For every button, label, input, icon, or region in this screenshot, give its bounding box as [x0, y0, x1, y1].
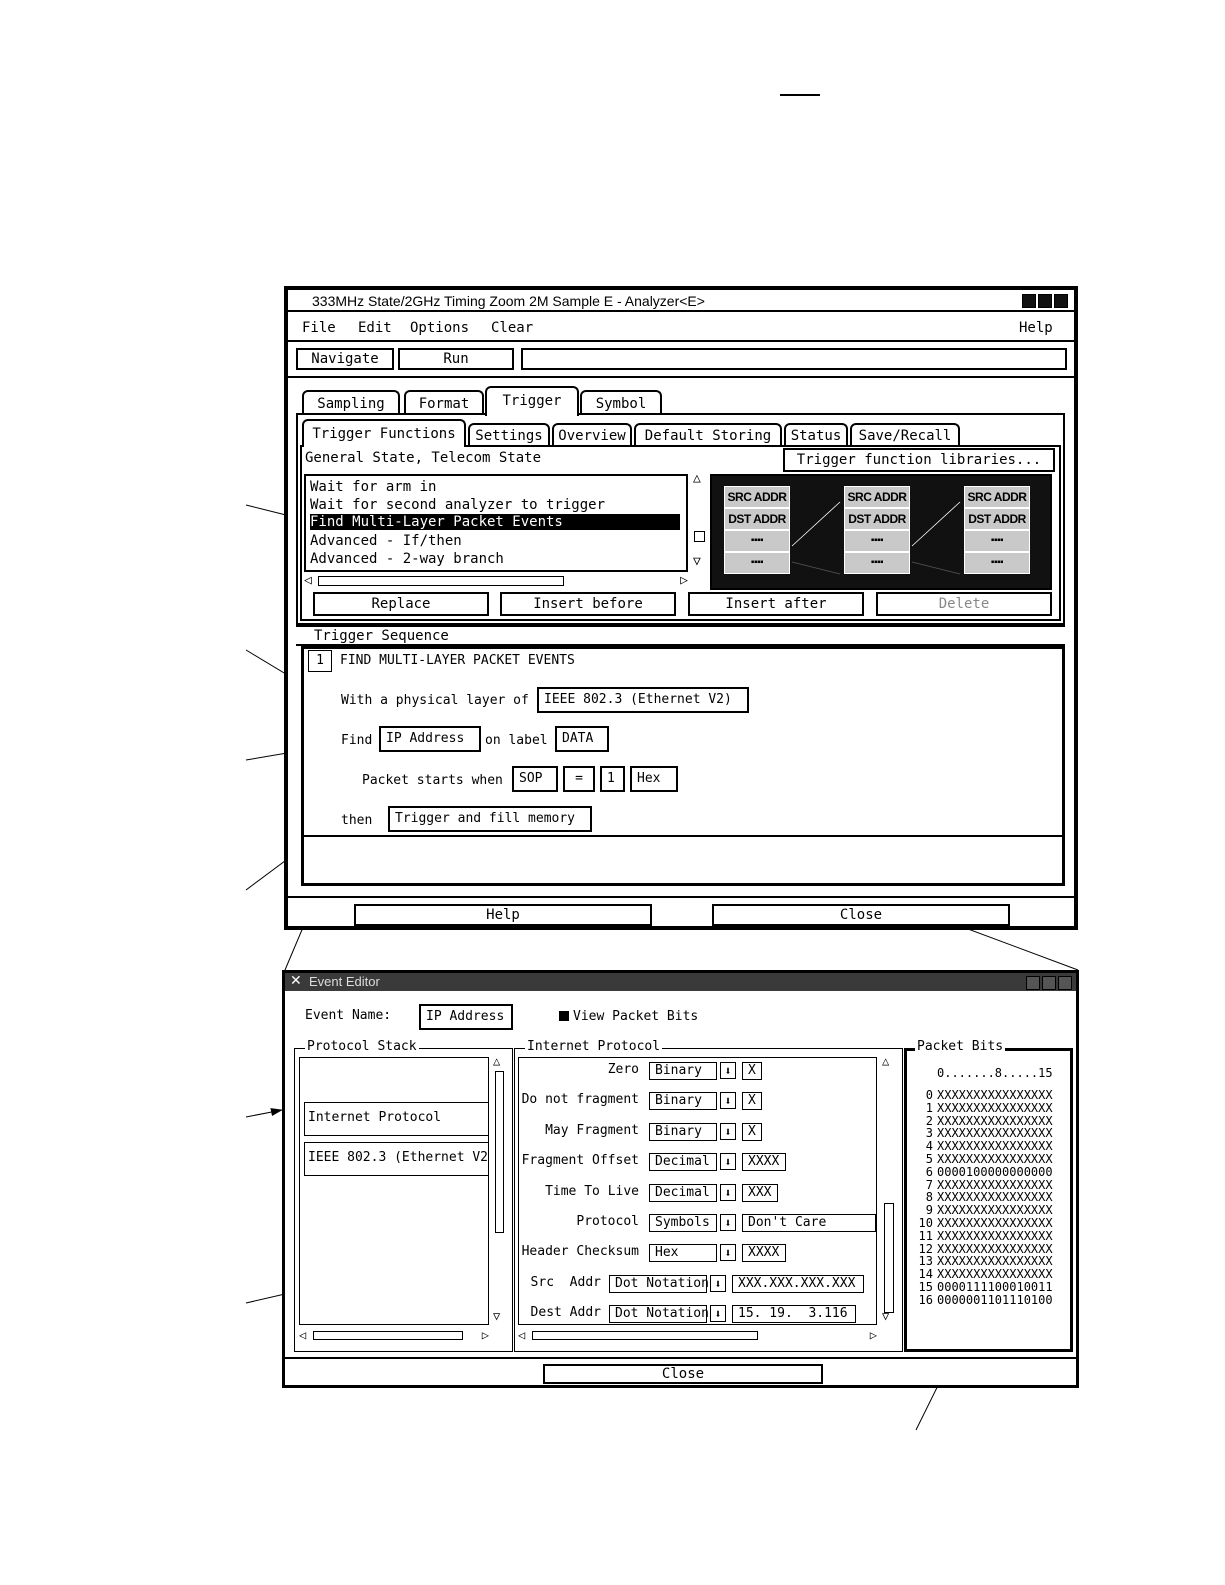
event-name-label: Event Name: [305, 1008, 392, 1023]
scroll-down-icon[interactable]: ▽ [693, 554, 701, 569]
scroll-thumb[interactable] [318, 576, 564, 586]
window-controls [1020, 293, 1068, 312]
delete-button[interactable]: Delete [876, 592, 1052, 616]
analyzer-window [284, 286, 1078, 930]
ip-field-name: Src Addr [530, 1275, 601, 1290]
protocol-stack-hscrollbar[interactable] [299, 1329, 489, 1345]
ip-field-list [518, 1057, 877, 1325]
packet-bits-row-value: XXXXXXXXXXXXXXXX [937, 1152, 1053, 1166]
help-button[interactable]: Help [354, 904, 652, 926]
tab-format[interactable]: Format [404, 390, 484, 414]
function-list-vscrollbar[interactable] [693, 471, 707, 572]
packet-bits-row-number: 0 [925, 1088, 933, 1102]
dropdown-arrow-icon[interactable]: ⬇ [720, 1062, 736, 1079]
function-item[interactable]: Wait for arm in [310, 479, 437, 495]
internet-protocol-group [514, 1039, 903, 1352]
ip-field-value[interactable]: XXXX [742, 1153, 786, 1171]
ip-field-value[interactable]: 15. 19. 3.116 [732, 1305, 856, 1323]
view-packet-bits-label[interactable]: View Packet Bits [573, 1009, 699, 1024]
packet-bits-row-number: 14 [918, 1267, 933, 1282]
event-editor-window [282, 970, 1079, 1388]
sop-field[interactable]: SOP [512, 766, 558, 792]
packet-dots: ▪▪▪▪ [724, 530, 790, 552]
physical-layer-label: With a physical layer of [341, 693, 529, 708]
trigger-function-list [304, 474, 688, 572]
callout-arrow-protocol-stack [246, 1110, 282, 1117]
ip-field-format[interactable]: Dot Notation [609, 1305, 707, 1323]
trigger-panel [296, 413, 1065, 625]
tab-sampling[interactable]: Sampling [302, 390, 400, 414]
step-title: FIND MULTI-LAYER PACKET EVENTS [340, 653, 575, 668]
dst-addr-label: DST ADDR [844, 508, 910, 530]
editor-close-button[interactable]: Close [543, 1364, 823, 1384]
maximize-icon[interactable] [1042, 976, 1056, 990]
function-list-hscrollbar[interactable] [304, 574, 688, 590]
packet-bits-row [911, 1294, 1067, 1307]
dropdown-arrow-icon[interactable]: ⬇ [720, 1153, 736, 1170]
ip-field-value[interactable]: XXX.XXX.XXX.XXX [732, 1275, 864, 1293]
scroll-up-icon[interactable]: △ [693, 471, 701, 486]
ip-field-value[interactable]: Don't Care [742, 1214, 876, 1232]
internet-protocol-label: Internet Protocol [527, 1039, 661, 1054]
packet-bits-row-value: 0000001101110100 [937, 1292, 1053, 1307]
packet-bits-row-value: XXXXXXXXXXXXXXXX [937, 1216, 1053, 1230]
category-label: General State, Telecom State [305, 450, 542, 466]
find-label: Find [341, 733, 373, 748]
protocol-stack-vscrollbar[interactable] [493, 1054, 507, 1325]
ip-field-value[interactable]: X [742, 1123, 762, 1141]
dropdown-arrow-icon[interactable]: ⬇ [720, 1244, 736, 1261]
packet-bits-row-value: XXXXXXXXXXXXXXXX [937, 1267, 1053, 1282]
dst-addr-label: DST ADDR [724, 508, 790, 530]
event-editor-title-bar[interactable] [285, 973, 1076, 991]
ip-field-format[interactable]: Binary [649, 1123, 717, 1141]
packet-bits-row-value: XXXXXXXXXXXXXXXX [937, 1139, 1053, 1154]
ip-field-row [519, 1090, 877, 1112]
function-item-selected[interactable]: Find Multi-Layer Packet Events [310, 514, 680, 530]
packet-bits-row-value: XXXXXXXXXXXXXXXX [937, 1228, 1053, 1243]
packet-chip [844, 486, 910, 578]
ip-field-row [519, 1303, 877, 1325]
packet-bits-row-number: 10 [918, 1216, 933, 1230]
scroll-up-icon[interactable]: △ [882, 1054, 890, 1068]
protocol-stack-group [294, 1039, 513, 1352]
dropdown-arrow-icon[interactable]: ⬇ [720, 1123, 736, 1140]
status-field [521, 348, 1067, 370]
packet-bits-row-value: XXXXXXXXXXXXXXXX [937, 1113, 1053, 1128]
menu-bar [288, 314, 1074, 342]
packet-bits-row-number: 13 [918, 1254, 933, 1269]
packet-bits-row-value: XXXXXXXXXXXXXXXX [937, 1203, 1053, 1218]
footer-divider [288, 896, 1074, 898]
protocol-stack-item[interactable]: IEEE 802.3 (Ethernet V2 [304, 1142, 489, 1176]
function-item[interactable]: Advanced - If/then [310, 533, 462, 549]
x-logo-icon: ✕ [290, 973, 302, 989]
step-number: 1 [308, 650, 332, 672]
scroll-up-icon[interactable]: △ [493, 1054, 501, 1068]
src-addr-label: SRC ADDR [724, 486, 790, 508]
packet-bits-row-number: 15 [918, 1280, 933, 1294]
packet-bits-row-value: XXXXXXXXXXXXXXXX [937, 1254, 1053, 1269]
packet-bits-row-number: 1 [925, 1100, 933, 1115]
ip-field-format[interactable]: Decimal [649, 1153, 717, 1171]
tab-trigger[interactable]: Trigger [485, 386, 579, 416]
ip-field-name: Time To Live [545, 1184, 639, 1199]
packet-bits-header: 0.......8.....15 [937, 1066, 1053, 1080]
scroll-left-icon[interactable]: ◁ [304, 573, 312, 588]
scroll-thumb[interactable] [313, 1331, 463, 1340]
menu-help[interactable]: Help [1019, 320, 1053, 336]
dropdown-arrow-icon[interactable]: ⬇ [710, 1305, 726, 1322]
packet-bits-label: Packet Bits [917, 1039, 1004, 1054]
analyzer-title-bar[interactable] [288, 290, 1074, 312]
scroll-thumb[interactable] [495, 1071, 504, 1233]
scroll-down-icon[interactable]: ▽ [882, 1309, 890, 1323]
trigger-libraries-button[interactable]: Trigger function libraries... [783, 448, 1055, 472]
packet-bits-row-number: 11 [918, 1228, 933, 1243]
ip-field-format[interactable]: Hex [649, 1244, 717, 1262]
subtab-default-storing[interactable]: Default Storing [634, 423, 782, 445]
subtab-save-recall[interactable]: Save/Recall [850, 423, 960, 445]
packet-bits-row-value: XXXXXXXXXXXXXXXX [937, 1177, 1053, 1192]
subtab-trigger-functions[interactable]: Trigger Functions [302, 419, 466, 447]
scroll-thumb[interactable] [694, 531, 705, 542]
ip-field-value[interactable]: X [742, 1062, 762, 1080]
function-item[interactable]: Wait for second analyzer to trigger [310, 497, 606, 513]
ip-field-name: May Fragment [545, 1123, 639, 1138]
subtab-overview[interactable]: Overview [552, 423, 632, 445]
src-addr-label: SRC ADDR [964, 486, 1030, 508]
close-icon[interactable] [1054, 294, 1068, 308]
packet-bits-row-value: XXXXXXXXXXXXXXXX [937, 1241, 1053, 1256]
packet-bits-row-number: 6 [925, 1164, 933, 1179]
packet-starts-label: Packet starts when [362, 773, 503, 788]
ip-field-name: Header Checksum [521, 1244, 639, 1259]
scroll-right-icon[interactable]: ▷ [869, 1328, 877, 1342]
protocol-stack-label: Protocol Stack [307, 1039, 417, 1054]
ip-field-row [519, 1060, 877, 1082]
ip-field-name: Do not fragment [521, 1092, 639, 1107]
ip-field-row [519, 1182, 877, 1204]
scroll-right-icon[interactable]: ▷ [680, 573, 688, 588]
packet-bits-row-number: 2 [925, 1113, 933, 1128]
packet-bits-row-value: XXXXXXXXXXXXXXXX [937, 1088, 1053, 1102]
close-icon[interactable] [1058, 976, 1072, 990]
packet-bits-row-value: XXXXXXXXXXXXXXXX [937, 1100, 1053, 1115]
ip-field-format[interactable]: Symbols [649, 1214, 717, 1232]
protocol-stack-item[interactable]: Internet Protocol [304, 1102, 489, 1136]
packet-dots: ▪▪▪▪ [964, 530, 1030, 552]
value-field[interactable]: 1 [600, 766, 625, 792]
scroll-thumb[interactable] [532, 1331, 758, 1340]
packet-bits-row-value: XXXXXXXXXXXXXXXX [937, 1190, 1053, 1205]
base-field[interactable]: Hex [630, 766, 678, 792]
ip-field-name: Fragment Offset [521, 1153, 639, 1168]
window-controls [1024, 975, 1072, 994]
sequence-divider [296, 625, 1065, 627]
trigger-sequence-area [301, 646, 1065, 886]
packet-bits-group [904, 1039, 1073, 1352]
minimize-icon[interactable] [1026, 976, 1040, 990]
packet-dots: ▪▪▪▪ [724, 552, 790, 574]
ip-field-name: Dest Addr [530, 1305, 601, 1320]
dropdown-arrow-icon[interactable]: ⬇ [720, 1214, 736, 1231]
scroll-left-icon[interactable]: ◁ [518, 1328, 526, 1342]
packet-bits-row-number: 9 [925, 1203, 933, 1218]
function-item[interactable]: Advanced - 2-way branch [310, 551, 504, 567]
scroll-thumb[interactable] [884, 1203, 894, 1313]
subtab-status[interactable]: Status [784, 423, 848, 445]
packet-bits-row-value: 0000111100010011 [937, 1280, 1053, 1294]
toolbar-divider [288, 376, 1074, 378]
on-label-text: on label [485, 733, 548, 748]
run-button[interactable]: Run [398, 348, 514, 370]
ip-field-row [519, 1242, 877, 1264]
maximize-icon[interactable] [1038, 294, 1052, 308]
ip-field-value[interactable]: XXX [742, 1184, 778, 1202]
dst-addr-label: DST ADDR [964, 508, 1030, 530]
ip-field-format[interactable]: Decimal [649, 1184, 717, 1202]
packet-chip [724, 486, 790, 578]
packet-bits-row-number: 12 [918, 1241, 933, 1256]
dropdown-arrow-icon[interactable]: ⬇ [720, 1092, 736, 1109]
packet-dots: ▪▪▪▪ [844, 552, 910, 574]
packet-bits-row-value: XXXXXXXXXXXXXXXX [937, 1126, 1053, 1141]
editor-footer-divider [285, 1357, 1076, 1359]
subtab-panel [300, 445, 1061, 621]
ip-field-format[interactable]: Binary [649, 1092, 717, 1110]
ip-field-row [519, 1151, 877, 1173]
dropdown-arrow-icon[interactable]: ⬇ [710, 1275, 726, 1292]
menu-clear[interactable]: Clear [491, 320, 534, 336]
packet-bits-row-number: 4 [925, 1139, 933, 1154]
insert-before-button[interactable]: Insert before [500, 592, 676, 616]
packet-bits-row-number: 7 [925, 1177, 933, 1192]
physical-layer-field[interactable]: IEEE 802.3 (Ethernet V2) [537, 687, 749, 713]
replace-button[interactable]: Replace [313, 592, 489, 616]
minimize-icon[interactable] [1022, 294, 1036, 308]
scroll-down-icon[interactable]: ▽ [493, 1309, 501, 1323]
scroll-right-icon[interactable]: ▷ [481, 1328, 489, 1342]
label-field[interactable]: DATA [555, 726, 609, 752]
event-editor-title: Event Editor [309, 974, 380, 989]
ip-field-name: Zero [607, 1062, 639, 1077]
scroll-left-icon[interactable]: ◁ [299, 1328, 307, 1342]
menu-edit[interactable]: Edit [358, 320, 392, 336]
ip-field-row [519, 1212, 877, 1234]
trigger-sequence-label: Trigger Sequence [314, 628, 449, 644]
then-label: then [341, 813, 373, 828]
ip-field-value[interactable]: XXXX [742, 1244, 786, 1262]
ip-fields-vscrollbar[interactable] [882, 1054, 898, 1325]
find-event-field[interactable]: IP Address [379, 726, 481, 752]
close-button[interactable]: Close [712, 904, 1010, 926]
packet-dots: ▪▪▪▪ [844, 530, 910, 552]
insert-after-button[interactable]: Insert after [688, 592, 864, 616]
sequence-bottom-divider [304, 835, 1062, 837]
protocol-stack-list [299, 1057, 489, 1325]
ip-field-format[interactable]: Binary [649, 1062, 717, 1080]
event-name-input[interactable]: IP Address [419, 1004, 513, 1030]
ip-field-value[interactable]: X [742, 1092, 762, 1110]
operator-field[interactable]: = [563, 766, 595, 792]
navigate-button[interactable]: Navigate [296, 348, 394, 370]
ip-fields-hscrollbar[interactable] [518, 1329, 877, 1345]
menu-file[interactable]: File [302, 320, 336, 336]
view-packet-bits-checkbox[interactable] [559, 1011, 569, 1021]
dropdown-arrow-icon[interactable]: ⬇ [720, 1184, 736, 1201]
packet-dots: ▪▪▪▪ [964, 552, 1030, 574]
packet-diagram [710, 474, 1052, 590]
packet-bits-row-value: 0000100000000000 [937, 1164, 1053, 1179]
packet-bits-row-number: 3 [925, 1126, 933, 1141]
tab-symbol[interactable]: Symbol [580, 390, 662, 414]
analyzer-title: 333MHz State/2GHz Timing Zoom 2M Sample E - Analyzer<E> [312, 293, 705, 309]
ip-field-row [519, 1273, 877, 1295]
subtab-settings[interactable]: Settings [468, 423, 550, 445]
packet-chip [964, 486, 1030, 578]
packet-bits-row-number: 16 [918, 1292, 933, 1307]
src-addr-label: SRC ADDR [844, 486, 910, 508]
ip-field-row [519, 1121, 877, 1143]
ip-field-format[interactable]: Dot Notation [609, 1275, 707, 1293]
packet-bits-row-number: 8 [925, 1190, 933, 1205]
ip-field-name: Protocol [576, 1214, 639, 1229]
packet-bits-row-number: 5 [925, 1152, 933, 1166]
then-action-field[interactable]: Trigger and fill memory [388, 806, 592, 832]
menu-options[interactable]: Options [410, 320, 470, 336]
